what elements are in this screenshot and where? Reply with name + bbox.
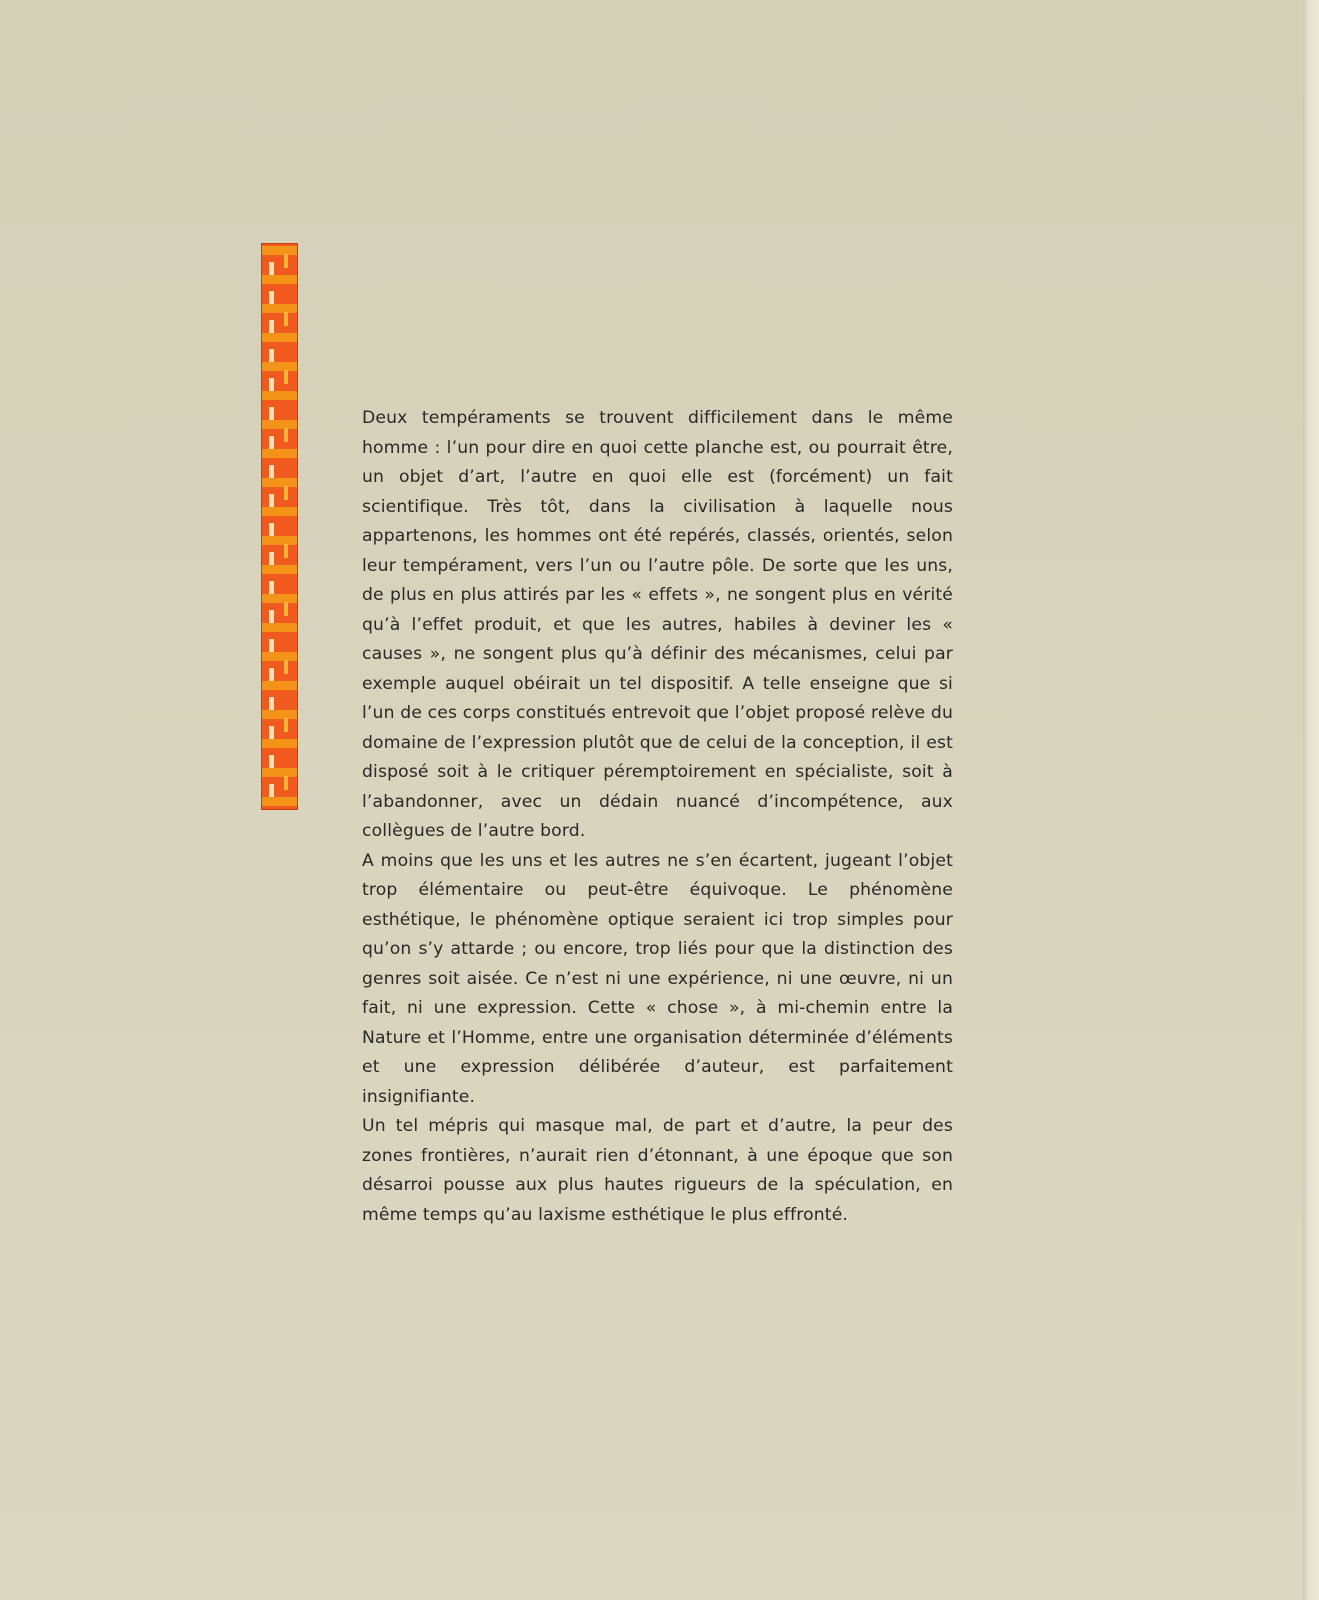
strip-cell (269, 784, 274, 798)
strip-cell (269, 465, 274, 479)
strip-band (262, 507, 297, 516)
strip-band (262, 391, 297, 400)
strip-cell (269, 668, 274, 682)
strip-cell (284, 312, 288, 326)
strip-cell (284, 718, 288, 732)
strip-cell (284, 428, 288, 442)
orange-pattern-strip (262, 244, 297, 809)
strip-band (262, 739, 297, 748)
strip-band (262, 536, 297, 545)
strip-cell (284, 370, 288, 384)
strip-cell (284, 486, 288, 500)
strip-cell (269, 262, 274, 276)
strip-cell (269, 552, 274, 566)
strip-cell (269, 494, 274, 508)
strip-cell (284, 254, 288, 268)
strip-band (262, 420, 297, 429)
strip-cell (269, 436, 274, 450)
strip-cell (269, 581, 274, 595)
strip-cell (269, 320, 274, 334)
strip-band (262, 768, 297, 777)
strip-band (262, 652, 297, 661)
strip-band (262, 594, 297, 603)
strip-cell (269, 349, 274, 363)
strip-band (262, 362, 297, 371)
strip-cell (269, 407, 274, 421)
strip-cell (284, 776, 288, 790)
strip-cell (269, 639, 274, 653)
strip-cell (284, 660, 288, 674)
paragraph-3: Un tel mépris qui masque mal, de part et d’autre, la peur des zones frontières, n’aurait rien d’étonnant, à une époque que son désarroi pousse aux plus hautes rigueurs de la spéculation, en même temps qu’au laxisme esthétique le plus effronté. (362, 1116, 953, 1225)
strip-band (262, 449, 297, 458)
strip-cell (269, 726, 274, 740)
paragraph-2: A moins que les uns et les autres ne s’en écartent, jugeant l’objet trop élémentaire ou peut-être équivoque. Le phénomène esthétique, le phénomène optique seraient ici trop simples pour qu’on s’y attarde ; ou encore, trop liés pour que la distinction des genres soit aisée. Ce n’est ni une expérience, ni une œuvre, ni un fait, ni une expression. Cette « chose », à mi-chemin entre la Nature et l’Homme, entre une organisation déterminée d’éléments et une expression délibérée d’auteur, est parfaitement insignifiante. (362, 850, 953, 1107)
strip-cell (269, 755, 274, 769)
strip-band (262, 304, 297, 313)
strip-cell (269, 610, 274, 624)
strip-band (262, 797, 297, 806)
page-edge (1303, 0, 1319, 1600)
strip-cell (269, 697, 274, 711)
strip-cell (269, 523, 274, 537)
strip-cell (269, 378, 274, 392)
strip-band (262, 565, 297, 574)
strip-band (262, 333, 297, 342)
paragraph-1: Deux tempéraments se trouvent difficilement dans le même homme : l’un pour dire en quoi cette planche est, ou pourrait être, un objet d’art, l’autre en quoi elle est (forcément) un fait scientifique. Très tôt, dans la civilisation à laquelle nous appartenons, les hommes ont été repérés, classés, orientés, selon leur tempérament, vers l’un ou l’autre pôle. De sorte que les uns, de plus en plus attirés par les « effets », ne songent plus en vérité qu’à l’effet produit, et que les autres, habiles à deviner les « causes », ne songent plus qu’à définir des mécanismes, celui par exemple auquel obéirait un tel dispositif. A telle enseigne que si l’un de ces corps constitués entrevoit que l’objet proposé relève du domaine de l’expression plutôt que de celui de la conception, il est disposé soit à le critiquer péremptoirement en spécialiste, soit à l’abandonner, avec un dédain nuancé d’incompétence, aux collègues de l’autre bord. (362, 408, 953, 841)
strip-band (262, 623, 297, 632)
strip-cell (284, 602, 288, 616)
strip-cell (269, 291, 274, 305)
strip-band (262, 246, 297, 255)
essay-text (362, 404, 953, 1230)
strip-cell (284, 544, 288, 558)
strip-band (262, 681, 297, 690)
strip-band (262, 710, 297, 719)
strip-band (262, 478, 297, 487)
strip-band (262, 275, 297, 284)
